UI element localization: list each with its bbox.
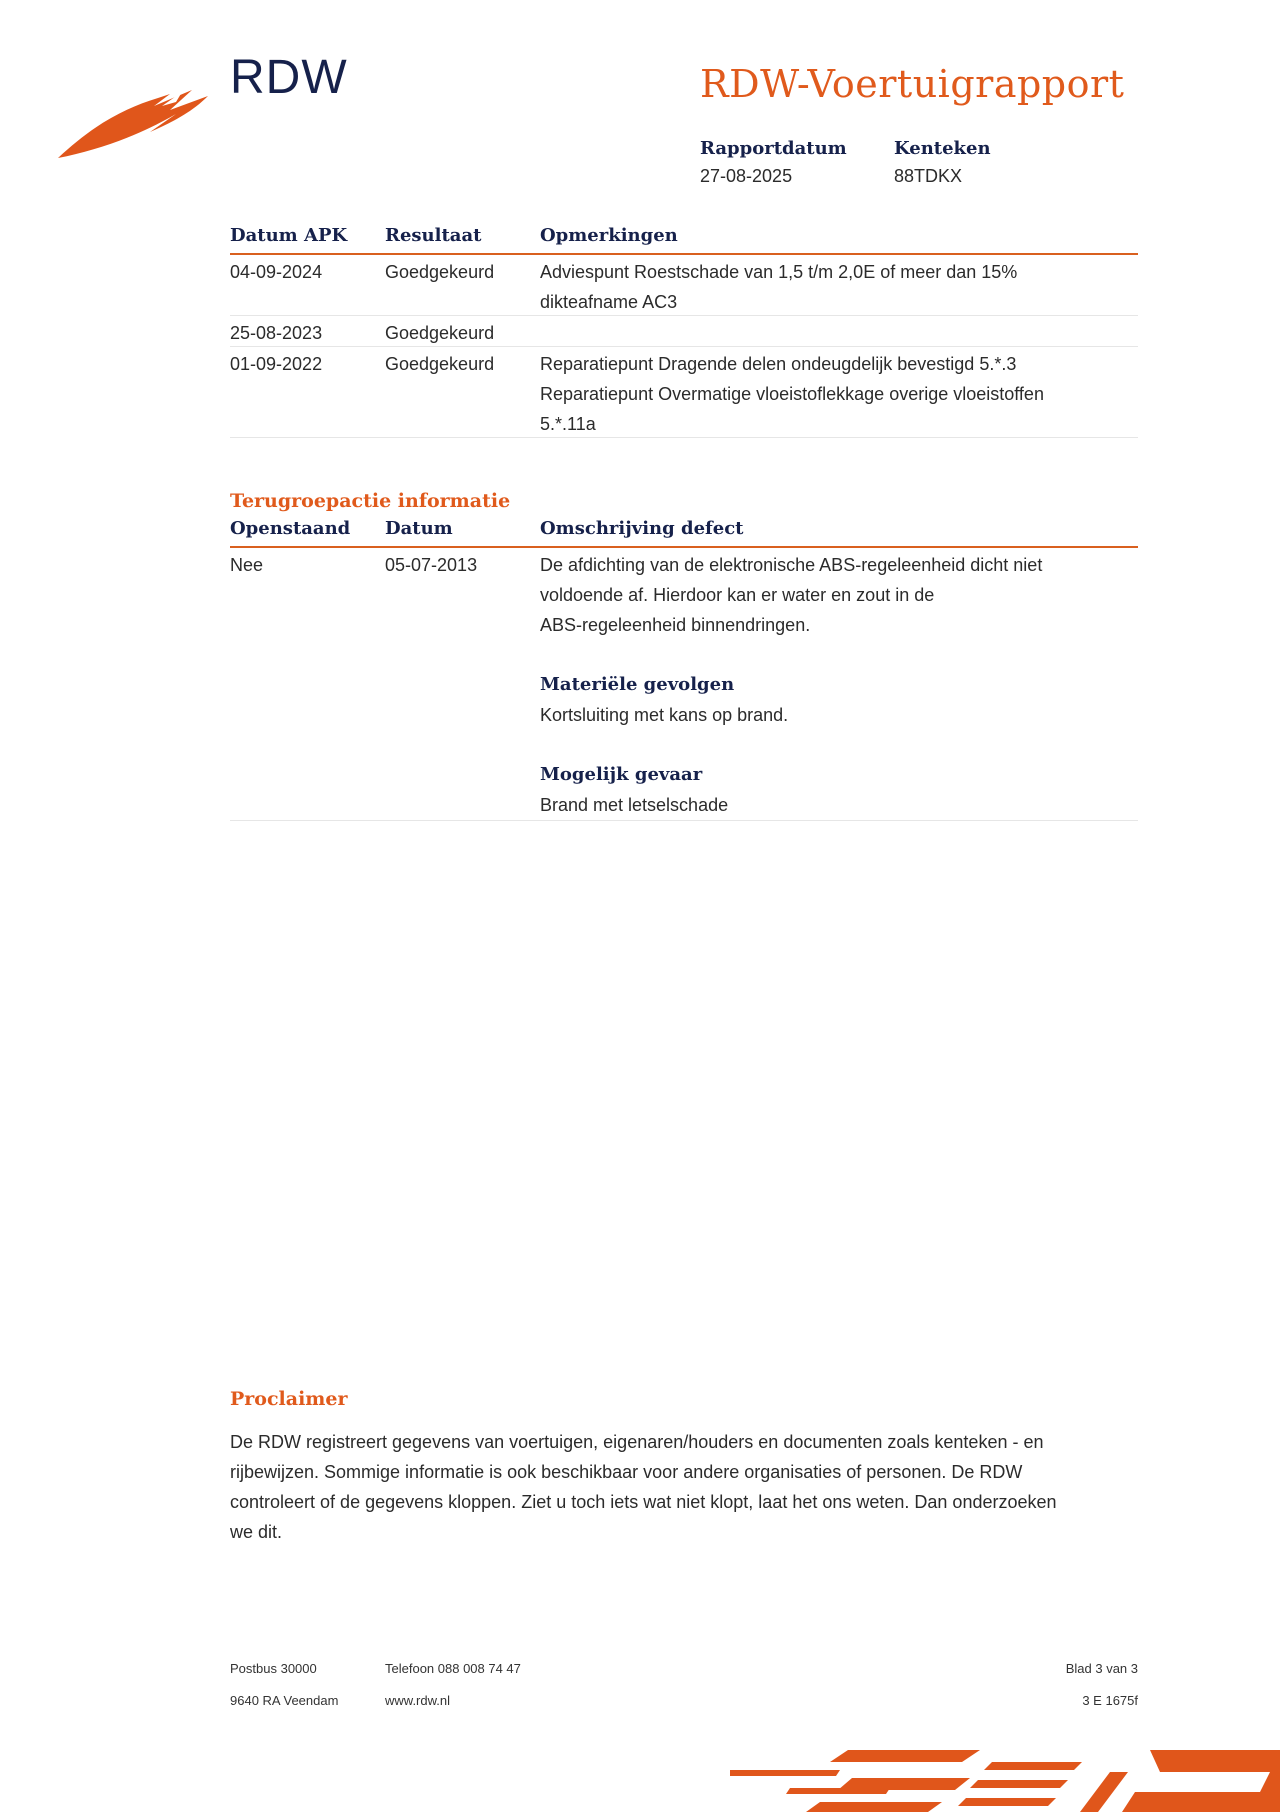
- apk-result: Goedgekeurd: [385, 323, 495, 343]
- footer-doc-code: 3 E 1675f: [1082, 1693, 1138, 1708]
- apk-result: Goedgekeurd: [385, 354, 495, 374]
- apk-result: Goedgekeurd: [385, 262, 495, 282]
- recall-open: Nee: [230, 555, 264, 575]
- recall-table: [230, 516, 1138, 821]
- remark-line: 5.*.11a: [540, 414, 596, 434]
- recall-table-header: [230, 516, 1138, 548]
- description-line: ABS-regeleenheid binnendringen.: [540, 615, 811, 635]
- brand-name: RDW: [230, 51, 348, 104]
- footer-page-number: Blad 3 van 3: [1065, 1661, 1138, 1676]
- col-header-remarks: Opmerkingen: [540, 225, 678, 246]
- table-row: [230, 255, 1138, 316]
- col-header-result: Resultaat: [385, 225, 482, 246]
- col-header-defect: Omschrijving defect: [540, 518, 744, 539]
- footer-address-2: 9640 RA Veendam: [230, 1693, 339, 1708]
- license-plate-value: 88TDKX: [894, 166, 963, 186]
- stripe-art-icon: [730, 1748, 1280, 1812]
- apk-table-header: [230, 223, 1138, 255]
- proclaimer-title: Proclaimer: [230, 1388, 348, 1410]
- apk-remarks: [540, 349, 1138, 439]
- table-row: [230, 548, 1138, 821]
- description-line: De afdichting van de elektronische ABS-regeleenheid dicht niet: [540, 555, 1043, 575]
- danger-label: Mogelijk gevaar: [540, 764, 703, 785]
- proclaimer-text: [230, 1427, 1130, 1547]
- col-header-date: Datum: [385, 518, 453, 539]
- report-date-value: 27-08-2025: [700, 166, 793, 186]
- remark-line: Reparatiepunt Dragende delen ondeugdelijk bevestigd 5.*.3: [540, 354, 1017, 374]
- proclaimer-line: controleert of de gegevens kloppen. Ziet u toch iets wat niet klopt, laat het ons weten. Dan onderzoeken: [230, 1492, 1057, 1512]
- report-title: RDW-Voertuigrapport: [700, 62, 1125, 106]
- apk-date: 04-09-2024: [230, 262, 323, 282]
- table-row: [230, 347, 1138, 438]
- proclaimer-line: rijbewijzen. Sommige informatie is ook beschikbaar voor andere organisaties of personen. De RDW: [230, 1462, 1023, 1482]
- remark-line: Adviespunt Roestschade van 1,5 t/m 2,0E of meer dan 15%: [540, 262, 1018, 282]
- rdw-logo-icon: [58, 80, 208, 162]
- col-header-apk-date: Datum APK: [230, 225, 348, 246]
- license-plate-label: Kenteken: [894, 138, 991, 159]
- proclaimer-line: we dit.: [230, 1522, 283, 1542]
- recall-section-title: Terugroepactie informatie: [230, 490, 511, 512]
- table-row: [230, 316, 1138, 347]
- consequences-text: Kortsluiting met kans op brand.: [540, 705, 789, 725]
- apk-date: 01-09-2022: [230, 354, 323, 374]
- apk-table: [230, 223, 1138, 438]
- remark-line: Reparatiepunt Overmatige vloeistoflekkage overige vloeistoffen: [540, 384, 1044, 404]
- apk-remarks: [540, 257, 1138, 317]
- recall-description: [540, 550, 1138, 820]
- recall-date: 05-07-2013: [385, 555, 478, 575]
- footer-website[interactable]: www.rdw.nl: [385, 1693, 451, 1708]
- footer-phone: Telefoon 088 008 74 47: [385, 1661, 521, 1676]
- remark-line: dikteafname AC3: [540, 292, 678, 312]
- col-header-open: Openstaand: [230, 518, 351, 539]
- report-date-label: Rapportdatum: [700, 138, 847, 159]
- consequences-label: Materiële gevolgen: [540, 674, 735, 695]
- description-line: voldoende af. Hierdoor kan er water en zout in de: [540, 585, 935, 605]
- proclaimer-line: De RDW registreert gegevens van voertuigen, eigenaren/houders en documenten zoals kenteken - en: [230, 1432, 1044, 1452]
- danger-text: Brand met letselschade: [540, 795, 729, 815]
- apk-date: 25-08-2023: [230, 323, 323, 343]
- footer-address-1: Postbus 30000: [230, 1661, 317, 1676]
